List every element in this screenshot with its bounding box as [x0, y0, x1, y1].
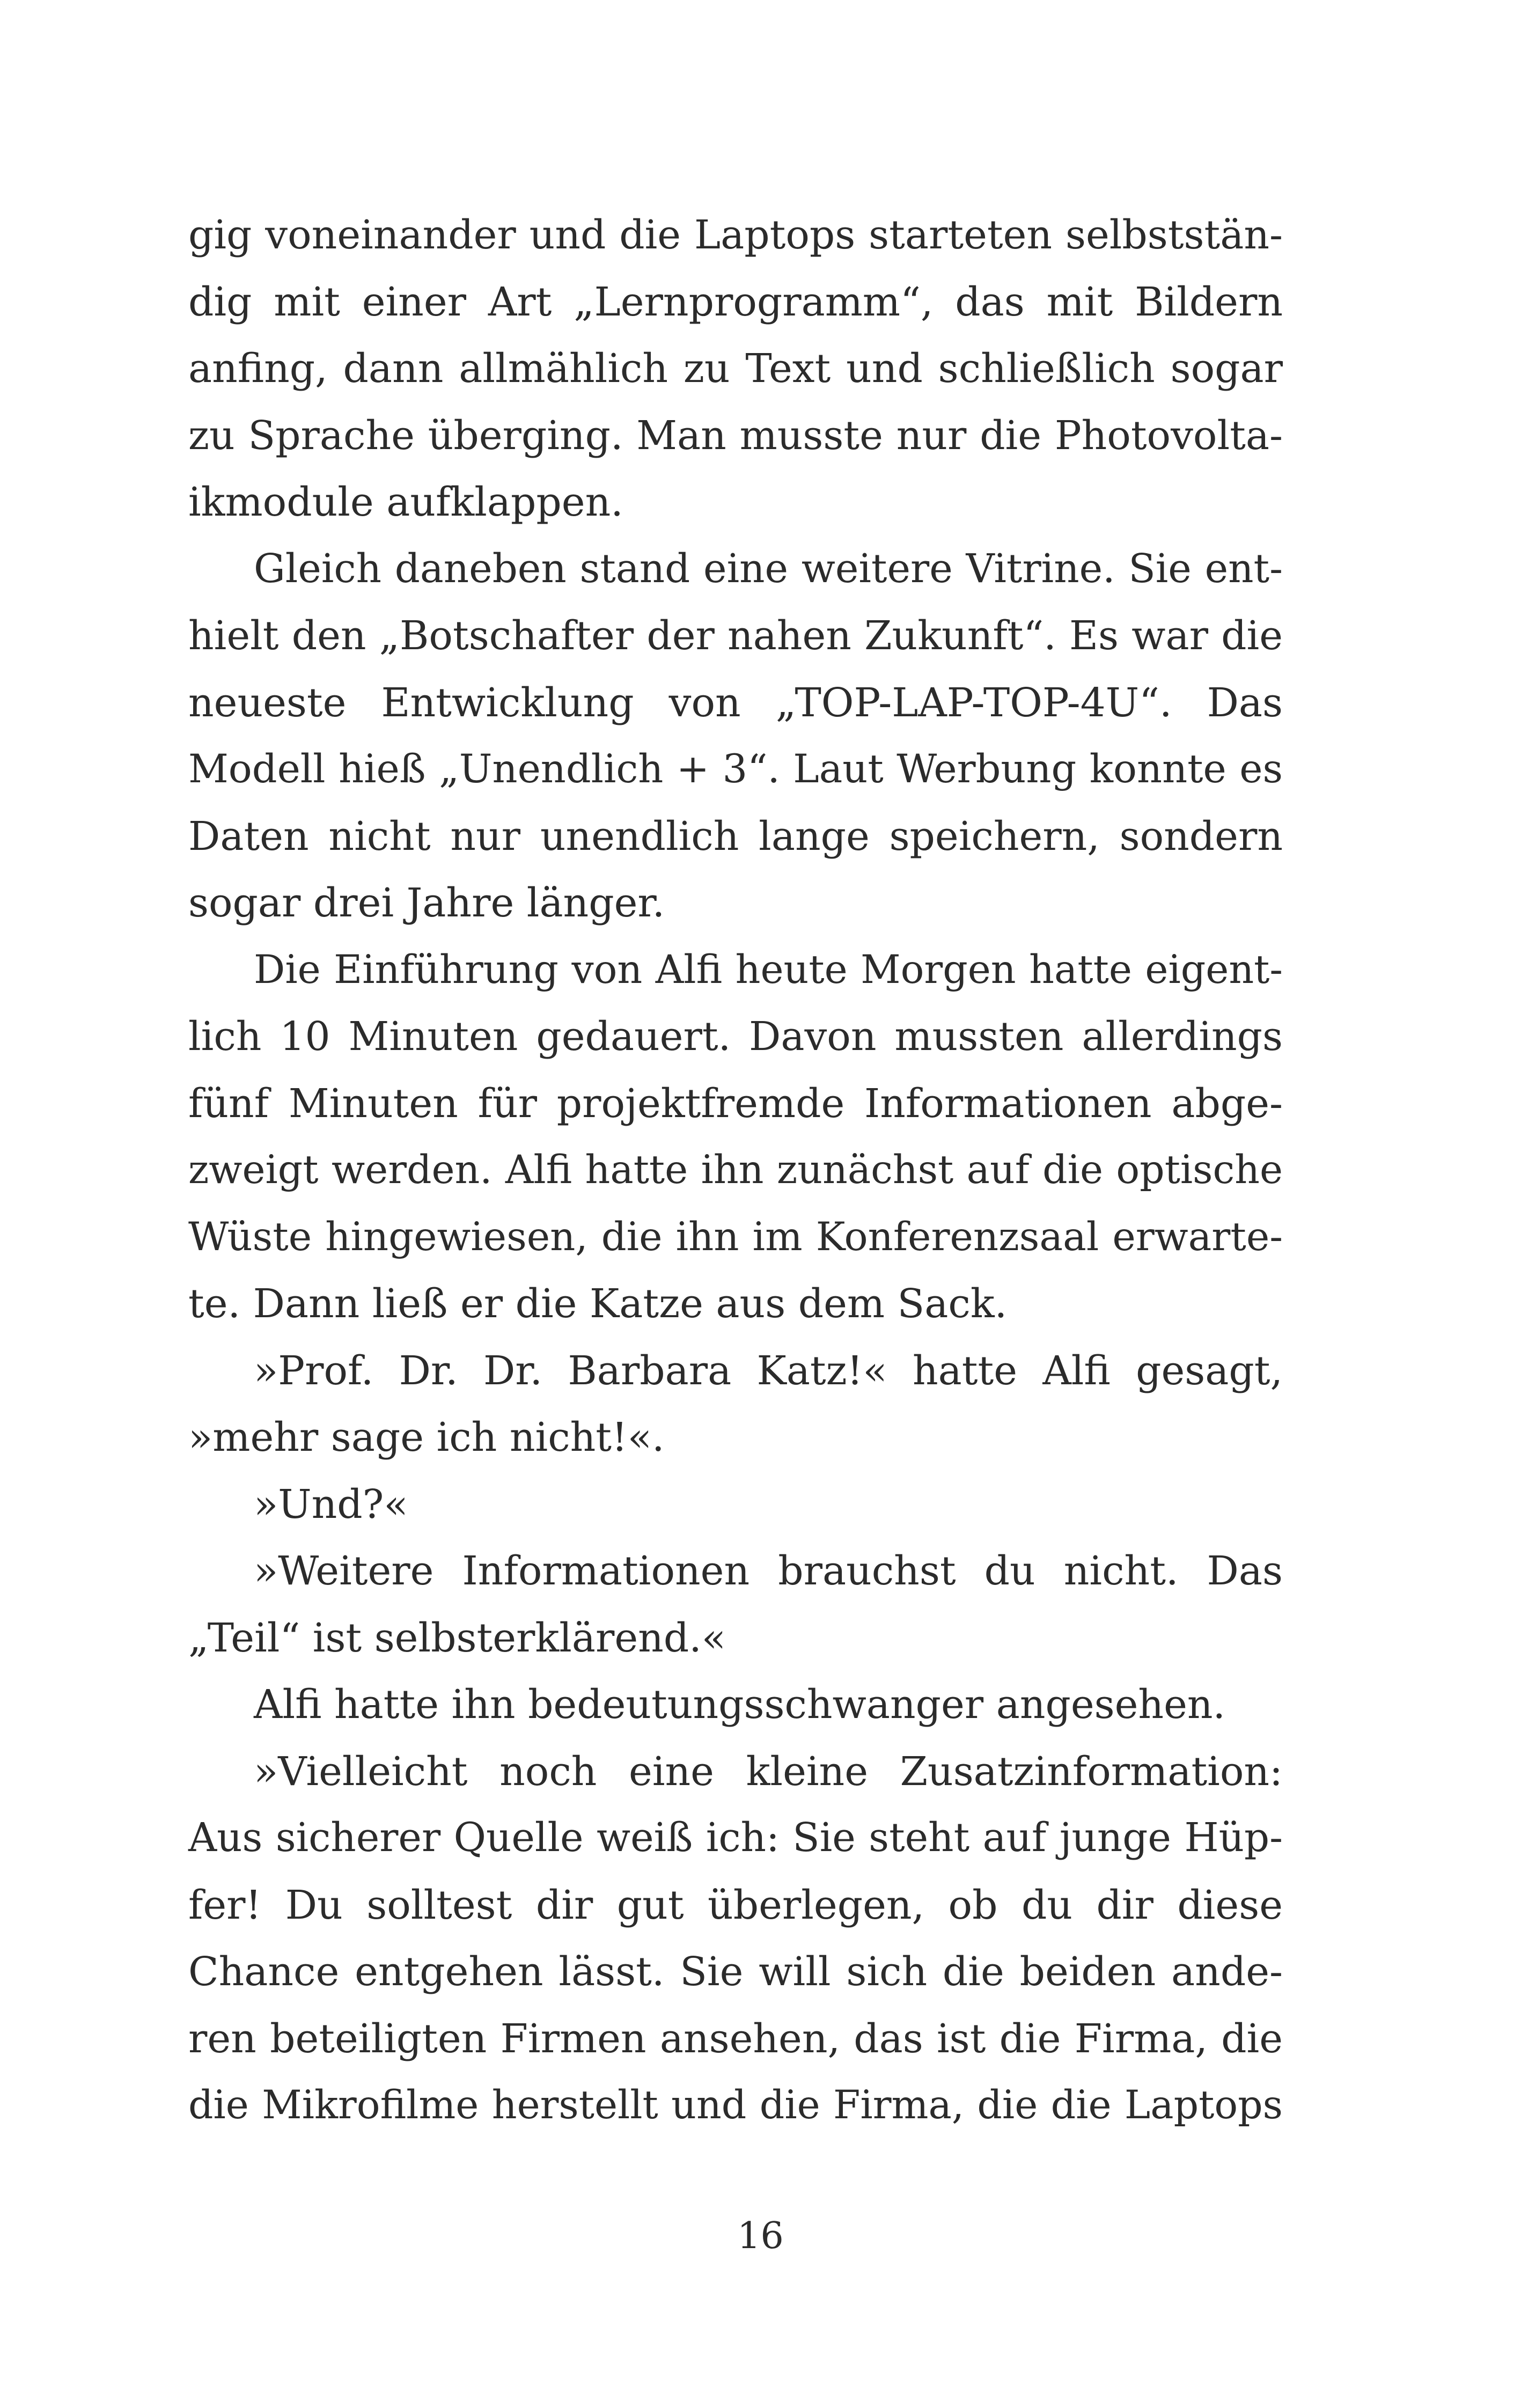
text-line: Die Einführung von Alfi heute Morgen hatte eigent- [254, 946, 1283, 993]
text-line: Chance entgehen lässt. Sie will sich die beiden ande- [188, 1949, 1283, 1995]
text-line: ikmodule aufklappen. [188, 479, 623, 525]
text-line: die Mikrofilme herstellt und die Firma, die die Laptops [188, 2082, 1283, 2128]
text-line: fer! Du solltest dir gut überlegen, ob du dir diese [188, 1882, 1283, 1928]
text-line: gig voneinander und die Laptops starteten selbststän- [188, 212, 1283, 258]
text-line: fünf Minuten für projektfremde Informationen abge- [188, 1080, 1283, 1127]
text-line: ren beteiligten Firmen ansehen, das ist die Firma, die [188, 2015, 1283, 2062]
text-line: hielt den „Botschafter der nahen Zukunft“. Es war die [188, 613, 1283, 659]
text-line: Alfi hatte ihn bedeutungsschwanger angesehen. [254, 1682, 1226, 1728]
text-line: „Teil“ ist selbsterklärend.« [188, 1614, 726, 1661]
text-line: Daten nicht nur unendlich lange speichern, sondern [188, 813, 1283, 860]
text-line: anfing, dann allmählich zu Text und schließlich sogar [188, 346, 1283, 392]
text-line: te. Dann ließ er die Katze aus dem Sack. [188, 1281, 1008, 1327]
text-line: »Weitere Informationen brauchst du nicht. Das [254, 1548, 1283, 1594]
text-line: dig mit einer Art „Lernprogramm“, das mit Bildern [188, 278, 1283, 325]
text-line: »Und?« [254, 1481, 408, 1528]
text-line: Aus sicherer Quelle weiß ich: Sie steht auf junge Hüp- [188, 1815, 1283, 1861]
page-number: 16 [737, 2215, 784, 2257]
text-line: sogar drei Jahre länger. [188, 880, 665, 926]
text-line: »Vielleicht noch eine kleine Zusatzinformation: [254, 1748, 1283, 1795]
text-line: zu Sprache überging. Man musste nur die Photovolta- [188, 412, 1283, 459]
body-text [188, 202, 1283, 2139]
text-line: Wüste hingewiesen, die ihn im Konferenzsaal erwarte- [188, 1214, 1283, 1260]
text-line: neueste Entwicklung von „TOP-LAP-TOP-4U“. Das [188, 679, 1283, 726]
text-line: lich 10 Minuten gedauert. Davon mussten allerdings [188, 1014, 1283, 1060]
text-line: Gleich daneben stand eine weitere Vitrine. Sie ent- [254, 546, 1283, 592]
text-line: »mehr sage ich nicht!«. [188, 1414, 665, 1460]
text-line: »Prof. Dr. Dr. Barbara Katz!« hatte Alfi gesagt, [254, 1347, 1283, 1394]
text-line: Modell hieß „Unendlich + 3“. Laut Werbung konnte es [188, 746, 1283, 792]
text-line: zweigt werden. Alfi hatte ihn zunächst auf die optische [188, 1148, 1283, 1193]
